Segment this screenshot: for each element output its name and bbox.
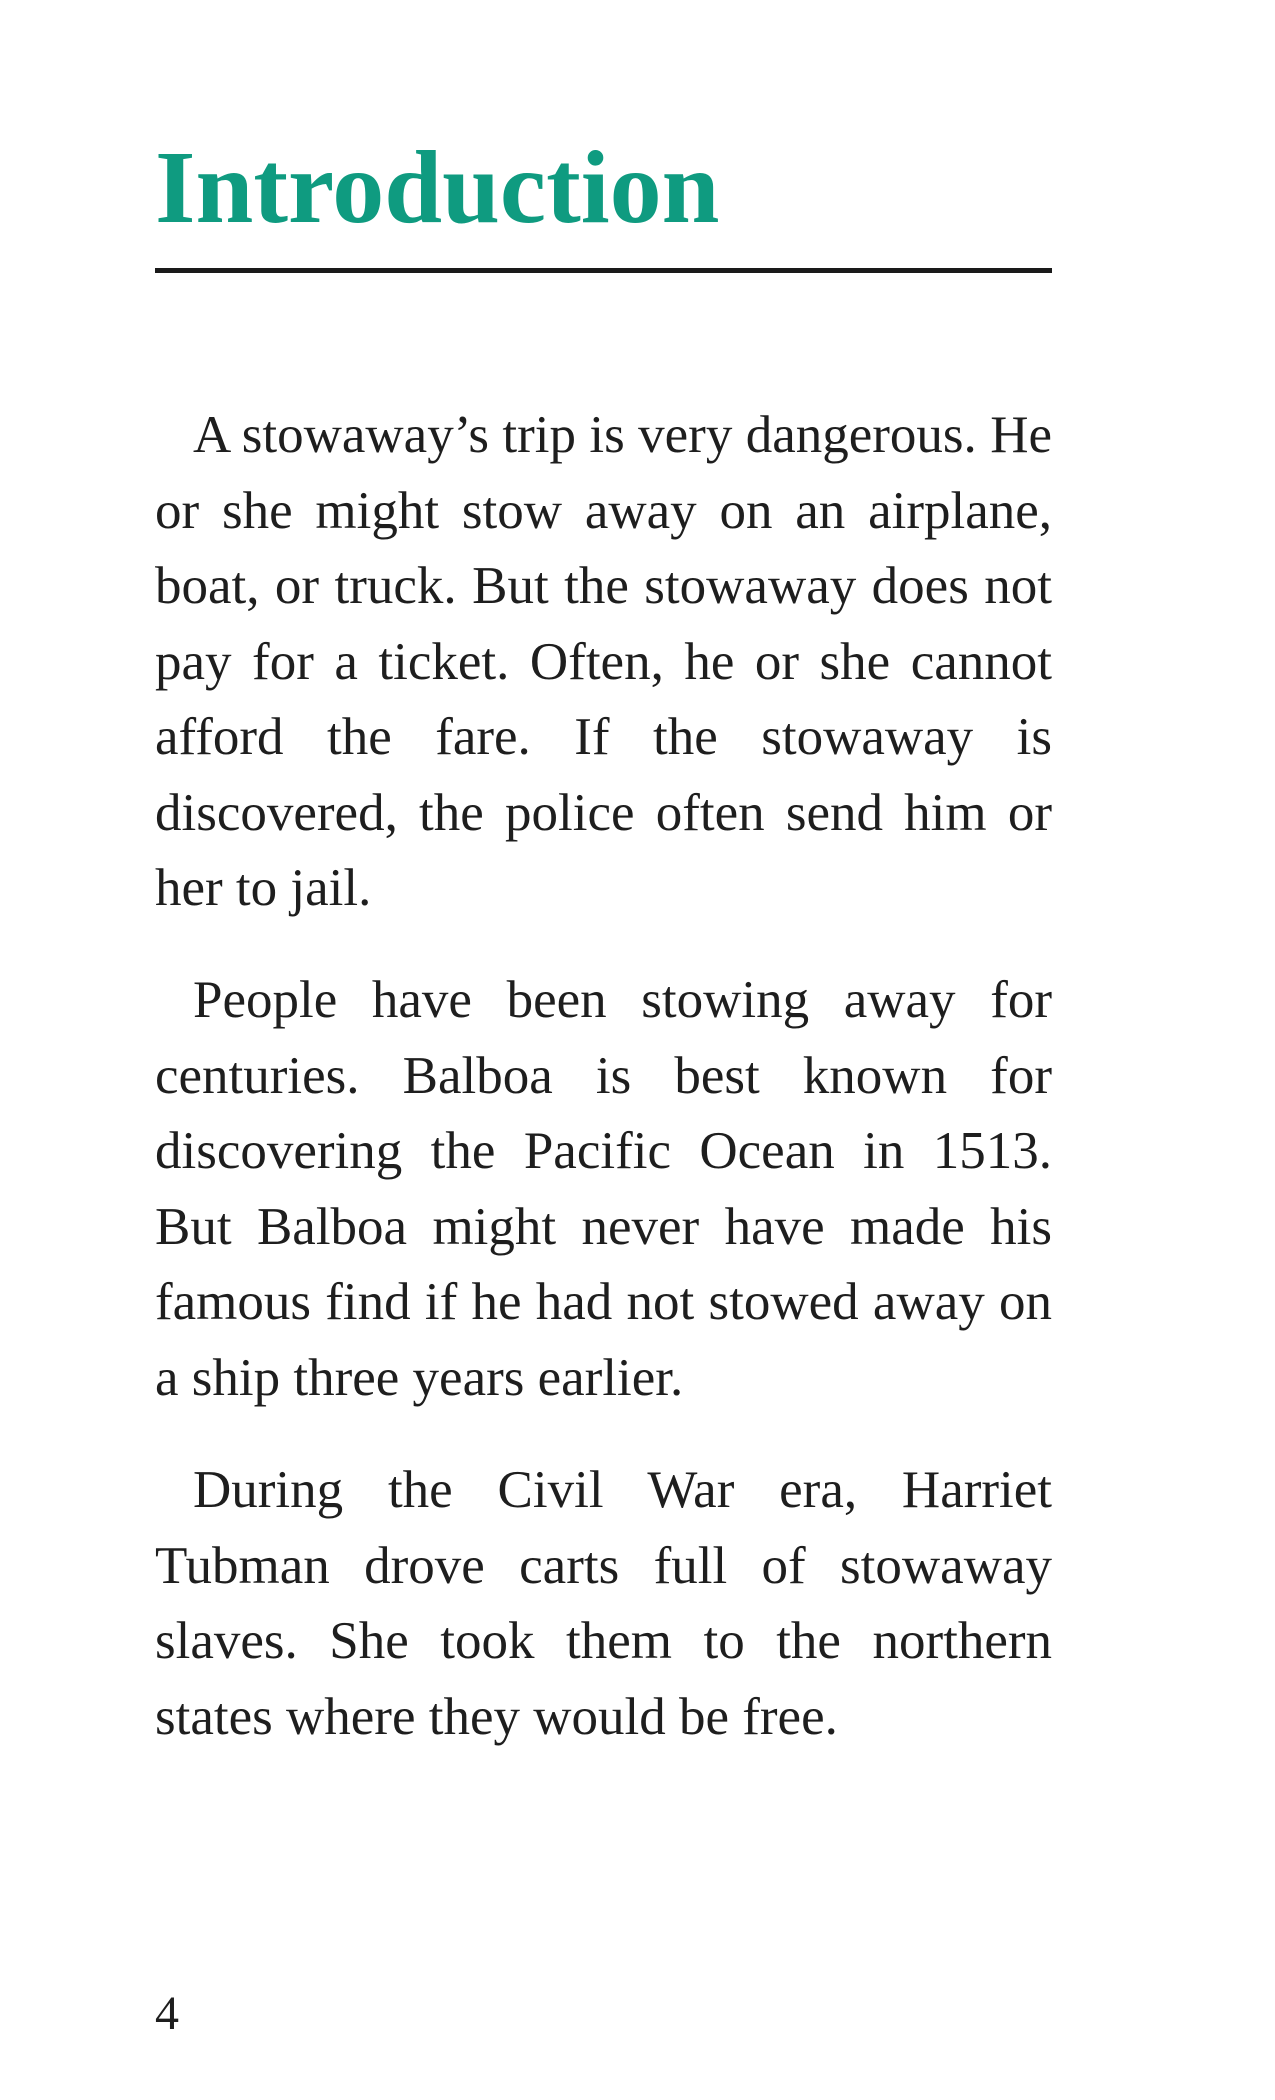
page-title: Introduction xyxy=(155,130,720,245)
body-paragraph-2: People have been stowing away for centuries. Balboa is best known for discovering the Pacific Ocean in 1513. But Balboa might never have made his famous find if he had not stowed away on a ship three years earlier. xyxy=(155,971,1052,1407)
title-underline xyxy=(155,268,1052,273)
body-paragraph-3: During the Civil War era, Harriet Tubman drove carts full of stowaway slaves. She took them to the northern states where they would be free. xyxy=(155,1461,1052,1746)
page-number: 4 xyxy=(155,1987,179,2040)
body-paragraph-1: A stowaway’s trip is very dangerous. He or she might stow away on an airplane, boat, or truck. But the stowaway does not pay for a ticket. Often, he or she cannot afford the fare. If the stowaway is discovered, the police often send him or her to jail. xyxy=(155,406,1052,917)
